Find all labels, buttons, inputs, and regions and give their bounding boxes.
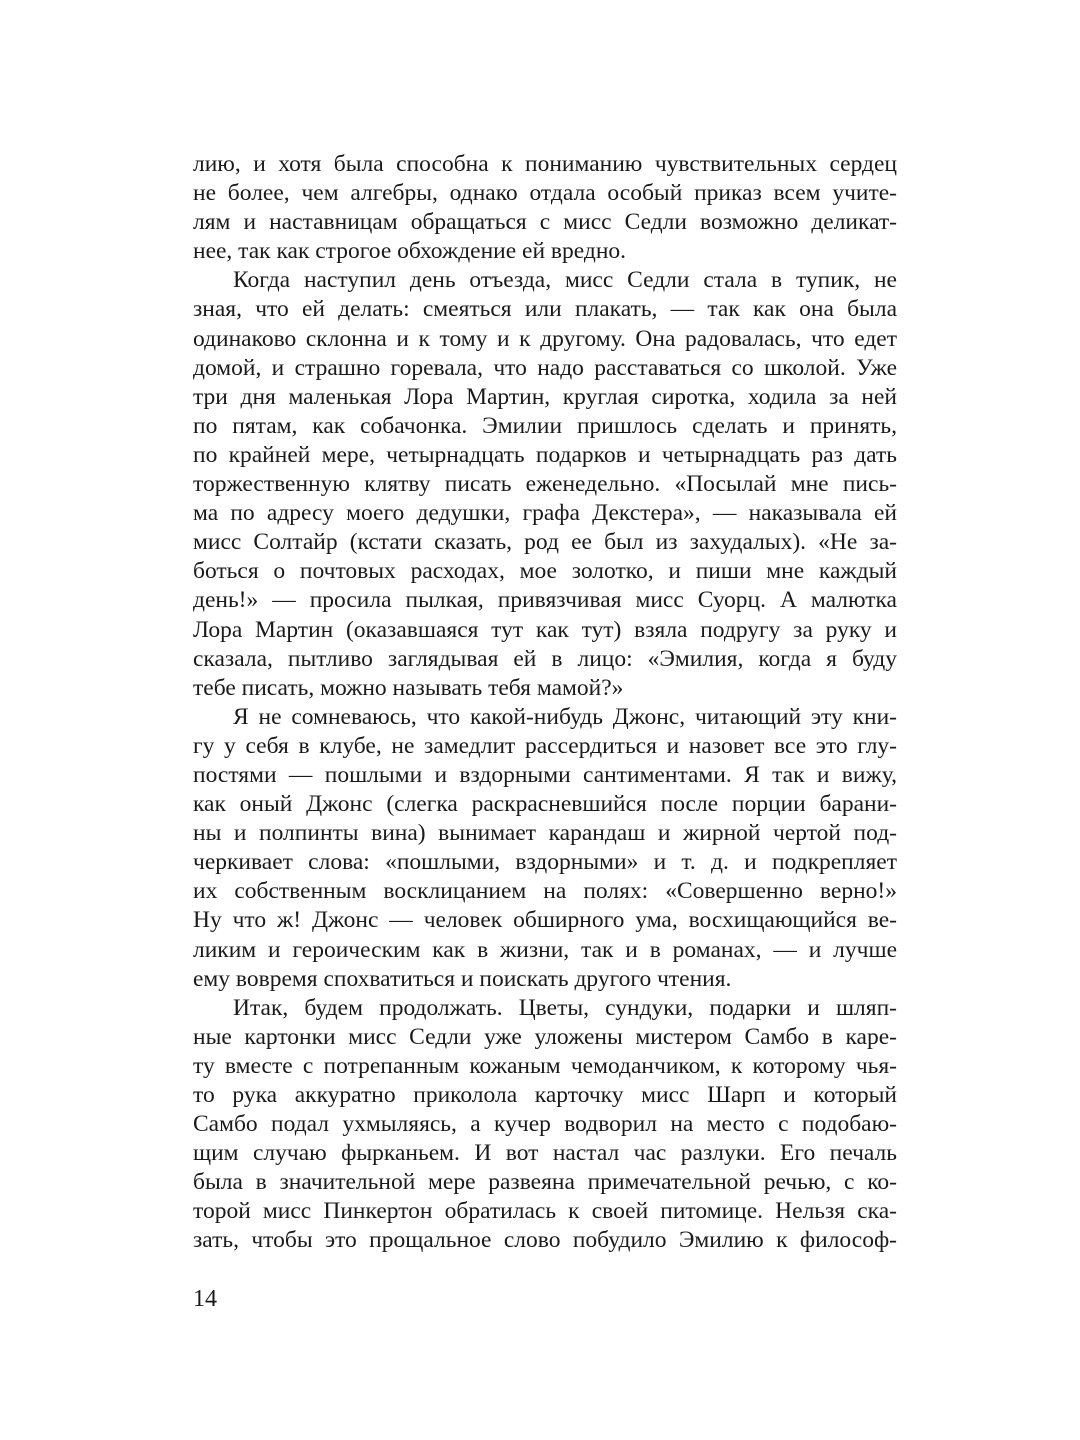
- text-line: ма по адресу моего дедушки, графа Декстера», — наказывала ей: [193, 500, 897, 527]
- text-line: ту вместе с потрепанным кожаным чемоданчиком, к которому чья-: [193, 1052, 897, 1079]
- text-line: ны и полпинты вина) вынимает карандаш и жирной чертой под-: [193, 820, 897, 847]
- text-line: Ну что ж! Джонс — человек обширного ума, восхищающийся ве-: [193, 907, 897, 934]
- text-line: зать, чтобы это прощальное слово побудило Эмилию к философ-: [193, 1227, 897, 1254]
- body-text: [193, 150, 897, 1256]
- text-line: как оный Джонс (слегка раскрасневшийся после порции барани-: [193, 791, 897, 818]
- text-line: лям и наставницам обращаться с мисс Седли возможно деликат-: [193, 209, 897, 236]
- text-line: ему вовремя спохватиться и поискать другого чтения.: [193, 965, 732, 992]
- text-line: Я не сомневаюсь, что какой-нибудь Джонс, читающий эту кни-: [233, 703, 897, 730]
- text-line: торжественную клятву писать еженедельно. «Посылай мне пись-: [193, 471, 897, 498]
- text-line: черкивает слова: «пошлыми, вздорными» и т. д. и подкрепляет: [193, 849, 897, 876]
- text-line: Самбо подал ухмыляясь, а кучер водворил на место с подобаю-: [193, 1111, 897, 1138]
- text-line: тебе писать, можно называть тебя мамой?»: [193, 674, 624, 701]
- text-line: щим случаю фырканьем. И вот настал час разлуки. Его печаль: [193, 1140, 897, 1167]
- text-line: сказала, пытливо заглядывая ей в лицо: «Эмилия, когда я буду: [193, 645, 897, 672]
- text-line: была в значительной мере развеяна примечательной речью, с ко-: [193, 1169, 897, 1196]
- text-line: их собственным восклицанием на полях: «Совершенно верно!»: [193, 878, 897, 905]
- text-line: гу у себя в клубе, не замедлит рассердиться и назовет все это глу-: [193, 732, 897, 759]
- text-line: день!» — просила пылкая, привязчивая мисс Суорц. А малютка: [193, 587, 897, 614]
- text-line: не более, чем алгебры, однако отдала особый приказ всем учите-: [193, 180, 897, 207]
- text-line: нее, так как строгое обхождение ей вредно.: [193, 238, 627, 265]
- page-number: 14: [193, 1286, 217, 1312]
- text-line: Когда наступил день отъезда, мисс Седли стала в тупик, не: [233, 267, 897, 294]
- text-line: лию, и хотя была способна к пониманию чувствительных сердец: [193, 151, 897, 177]
- text-line: домой, и страшно горевала, что надо расставаться со школой. Уже: [193, 354, 897, 381]
- text-line: боться о почтовых расходах, мое золотко, и пиши мне каждый: [193, 558, 897, 585]
- text-line: Лора Мартин (оказавшаяся тут как тут) взяла подругу за руку и: [193, 616, 897, 643]
- text-line: зная, что ей делать: смеяться или плакать, — так как она была: [193, 296, 897, 323]
- text-line: одинаково склонна и к тому и к другому. Она радовалась, что едет: [193, 325, 897, 352]
- text-line: ликим и героическим как в жизни, так и в романах, — и лучше: [193, 936, 897, 963]
- text-line: постями — пошлыми и вздорными сантиментами. Я так и вижу,: [193, 761, 897, 788]
- text-line: ные картонки мисс Седли уже уложены мистером Самбо в каре-: [193, 1023, 897, 1050]
- text-line: торой мисс Пинкертон обратилась к своей питомице. Нельзя ска-: [193, 1198, 897, 1225]
- text-line: то рука аккуратно приколола карточку мисс Шарп и который: [193, 1082, 897, 1108]
- text-line: мисс Солтайр (кстати сказать, род ее был из захудалых). «Не за-: [193, 529, 897, 556]
- text-line: три дня маленькая Лора Мартин, круглая сиротка, ходила за ней: [193, 383, 897, 410]
- text-line: Итак, будем продолжать. Цветы, сундуки, подарки и шляп-: [233, 994, 897, 1021]
- text-line: по пятам, как собачонка. Эмилии пришлось сделать и принять,: [193, 412, 897, 439]
- text-line: по крайней мере, четырнадцать подарков и четырнадцать раз дать: [193, 441, 897, 468]
